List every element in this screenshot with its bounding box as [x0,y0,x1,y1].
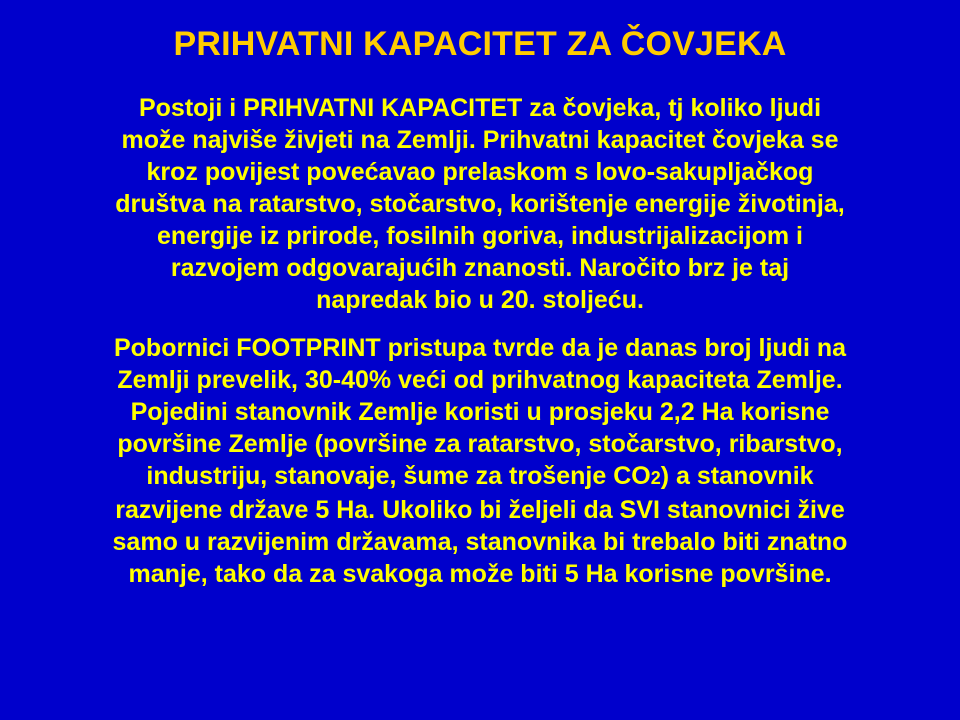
paragraph-carrying-capacity [6,92,954,316]
paragraph2-line: manje, tako da za svakoga može biti 5 Ha korisne površine. [128,560,832,588]
slide-title: PRIHVATNI KAPACITET ZA ČOVJEKA [173,25,787,63]
paragraph2-line: razvijene države 5 Ha. Ukoliko bi željeli da SVI stanovnici žive [115,496,845,524]
paragraph2-line: samo u razvijenim državama, stanovnika bi trebalo biti znatno [112,528,848,556]
co2-subscript: 2 [650,468,661,488]
co2-text: industriju, stanovaje, šume za trošenje CO [146,462,651,490]
paragraph2-line [146,462,813,490]
paragraph1-line: energije iz prirode, fosilnih goriva, industrijalizacijom i [157,222,803,250]
paragraph1-line: kroz povijest povećavao prelaskom s lovo-sakupljačkog [146,158,814,186]
paragraph2-line: Pojedini stanovnik Zemlje koristi u prosjeku 2,2 Ha korisne [130,398,830,426]
paragraph2-line: površine Zemlje (površine za ratarstvo, stočarstvo, ribarstvo, [117,430,843,458]
paragraph2-line-end: ) a stanovnik [660,462,814,490]
paragraph2-line: Zemlji prevelik, 30-40% veći od prihvatnog kapaciteta Zemlje. [117,366,843,394]
paragraph1-line: Postoji i PRIHVATNI KAPACITET za čovjeka, tj koliko ljudi [138,94,822,122]
paragraph1-line: napredak bio u 20. stoljeću. [316,286,644,314]
paragraph1-line: društva na ratarstvo, stočarstvo, korištenje energije životinja, [115,190,845,218]
paragraph1-line: može najviše živjeti na Zemlji. Prihvatni kapacitet čovjeka se [121,126,839,154]
paragraph-footprint [6,332,954,590]
paragraph2-line: Pobornici FOOTPRINT pristupa tvrde da je danas broj ljudi na [113,334,847,362]
paragraph1-line: razvojem odgovarajućih znanosti. Naročito brz je taj [170,254,790,282]
